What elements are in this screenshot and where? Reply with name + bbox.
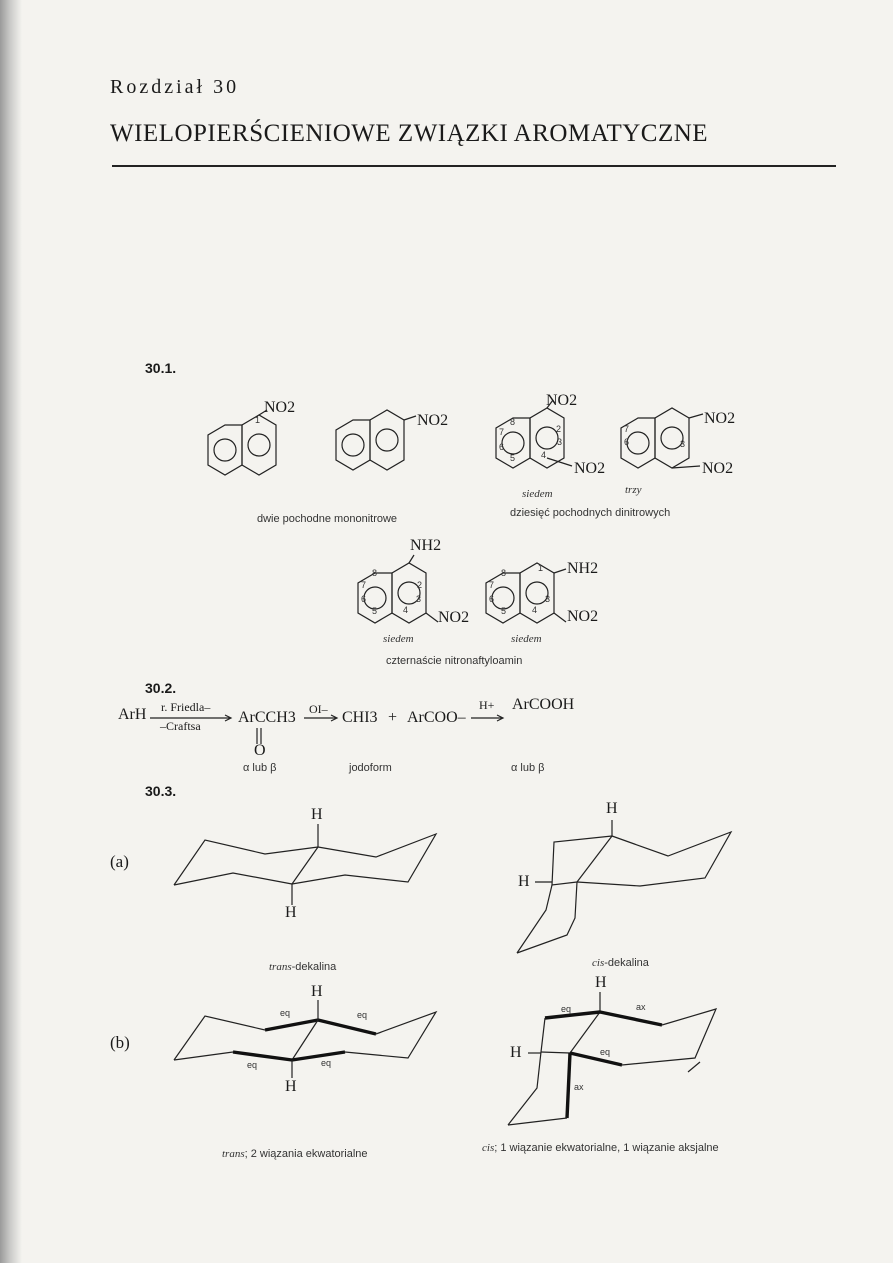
h-label-trans-a-top: H — [311, 806, 323, 823]
label-alpha-beta-2: α lub β — [511, 762, 545, 774]
ring-number-6-b: 6 — [624, 437, 630, 447]
caption-cis-dekalina — [592, 957, 649, 969]
eq-label-4: eq — [321, 1058, 332, 1068]
h-label-trans-b-top: H — [311, 983, 323, 1000]
product-arcooh: ArCOOH — [512, 696, 575, 713]
arrow1-bottom-label: –Craftsa — [160, 719, 201, 733]
ring-number-2-c: 2 — [417, 580, 423, 590]
h-label-cis-b-top: H — [595, 974, 607, 991]
caption-trans-rest: -dekalina — [291, 961, 337, 973]
ring-number-7-d: 7 — [489, 580, 495, 590]
chapter-title: WIELOPIERŚCIENIOWE ZWIĄZKI AROMATYCZNE — [110, 120, 709, 147]
caption-trans-b-italic: trans — [222, 1148, 245, 1160]
label-siedem-3: siedem — [511, 633, 542, 645]
section-number-30-2: 30.2. — [145, 680, 177, 696]
caption-cis-equatorial-axial — [482, 1142, 719, 1154]
ring-number-6-d: 6 — [489, 594, 495, 604]
reactant-arh: ArH — [118, 706, 147, 723]
trans-decalin-a — [174, 824, 436, 905]
label-iodoform: jodoform — [349, 762, 392, 774]
ax-label-cis-1: ax — [636, 1002, 646, 1012]
arrow3-top-label: H+ — [479, 698, 495, 712]
no2-label-amine2: NO2 — [567, 608, 599, 625]
eq-label-2: eq — [357, 1010, 368, 1020]
arrow1-top-label: r. Friedla– — [161, 700, 211, 714]
h-label-trans-b-bottom: H — [285, 1078, 297, 1095]
no2-label-dinitro1-bottom: NO2 — [574, 460, 606, 477]
ring-number-4-c: 4 — [403, 605, 409, 615]
no2-label-dinitro1-top: NO2 — [546, 392, 578, 409]
ring-number-7: 7 — [499, 427, 505, 437]
no2-label-dinitro2-bottom: NO2 — [702, 460, 734, 477]
no2-label-dinitro2-top: NO2 — [704, 410, 736, 427]
ring-number-1-d: 1 — [538, 563, 544, 573]
nh2-label-amine2: NH2 — [567, 560, 599, 577]
caption-mononitro: dwie pochodne mononitrowe — [257, 513, 398, 525]
ring-number-6: 6 — [499, 442, 505, 452]
eq-label-cis-1: eq — [561, 1004, 572, 1014]
caption-trans-equatorial — [222, 1148, 368, 1160]
caption-cis-b-rest: ; 1 wiązanie ekwatorialne, 1 wiązanie aksjalne — [494, 1142, 719, 1154]
caption-cis-b-italic: cis — [482, 1142, 495, 1154]
caption-dinitro: dziesięć pochodnych dinitrowych — [510, 507, 671, 519]
ring-number-6-c: 6 — [361, 594, 367, 604]
ring-number-5-c: 5 — [372, 606, 378, 616]
section-number-30-1: 30.1. — [145, 360, 177, 376]
eq-label-1: eq — [280, 1008, 291, 1018]
part-a-label: (a) — [110, 852, 129, 871]
cis-decalin-b — [508, 992, 716, 1125]
ring-number-4-d: 4 — [532, 605, 538, 615]
nh2-label-amine1: NH2 — [410, 537, 442, 554]
cis-decalin-a — [517, 820, 731, 953]
trans-decalin-b — [174, 1000, 436, 1078]
ring-number-5: 5 — [510, 453, 516, 463]
h-label-cis-b-side: H — [510, 1044, 522, 1061]
ring-number-8: 8 — [510, 417, 516, 427]
ring-number-1: 1 — [255, 415, 261, 425]
ring-number-4: 4 — [541, 450, 547, 460]
label-trzy: trzy — [625, 484, 642, 496]
h-label-trans-a-bottom: H — [285, 904, 297, 921]
ring-number-8-c: 8 — [372, 568, 378, 578]
label-siedem-2: siedem — [383, 633, 414, 645]
caption-trans-b-rest: ; 2 wiązania ekwatorialne — [244, 1148, 368, 1160]
product-chi3: CHI3 — [342, 709, 378, 726]
ring-number-8-d: 8 — [501, 568, 507, 578]
eq-label-3: eq — [247, 1060, 258, 1070]
ring-number-3-b: 3 — [680, 439, 686, 449]
h-label-cis-a-top: H — [606, 800, 618, 817]
ring-number-3: 3 — [557, 437, 563, 447]
label-alpha-beta-1: α lub β — [243, 762, 277, 774]
ring-number-3-c: 3 — [416, 594, 422, 604]
chapter-label: Rozdział 30 — [110, 76, 240, 98]
no2-label-mono2: NO2 — [417, 412, 449, 429]
ring-number-5-d: 5 — [501, 606, 507, 616]
ring-number-2: 2 — [556, 424, 562, 434]
part-b-label: (b) — [110, 1033, 130, 1052]
caption-cis-rest: -dekalina — [604, 957, 649, 969]
caption-trans-dekalina — [269, 961, 336, 973]
ring-number-7-b: 7 — [624, 424, 630, 434]
label-siedem-1: siedem — [522, 488, 553, 500]
ax-label-cis-2: ax — [574, 1082, 584, 1092]
product-ketone: ArCCH3 — [238, 709, 296, 726]
plus-sign: + — [388, 709, 398, 726]
caption-nitronaphthylamines: czternaście nitronaftyloamin — [386, 655, 523, 667]
no2-label-mono1: NO2 — [264, 399, 296, 416]
caption-trans-italic: trans — [269, 961, 292, 973]
ring-number-3-d: 3 — [545, 594, 551, 604]
arrow2-top-label: OI– — [309, 702, 328, 716]
caption-cis-italic: cis — [592, 957, 605, 969]
eq-label-cis-2: eq — [600, 1047, 611, 1057]
ring-number-7-c: 7 — [361, 580, 367, 590]
h-label-cis-a-side: H — [518, 873, 530, 890]
ketone-oxygen: O — [254, 742, 266, 759]
section-number-30-3: 30.3. — [145, 783, 177, 799]
product-arcoo: ArCOO– — [407, 709, 466, 726]
no2-label-amine1: NO2 — [438, 609, 470, 626]
